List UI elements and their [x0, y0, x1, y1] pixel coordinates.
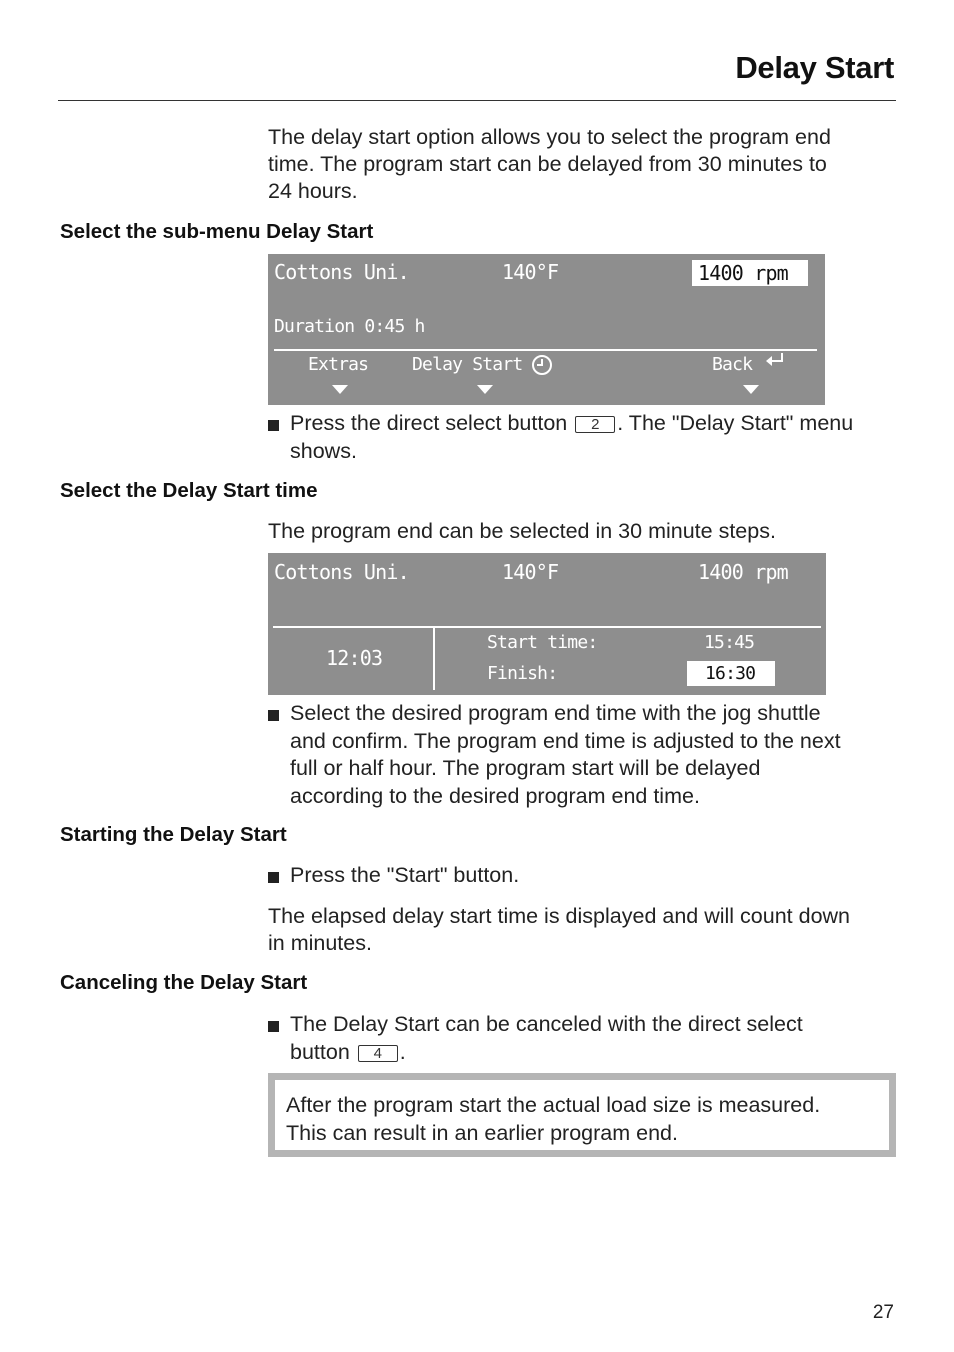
- display-speed: 1400 rpm: [698, 560, 788, 584]
- direct-select-button-2-icon: 2: [575, 416, 615, 433]
- bullet-text: and confirm. The program end time is adjusted to the next: [290, 728, 841, 753]
- bullet-cancel: [268, 1011, 888, 1067]
- display-finish-label: Finish:: [487, 663, 558, 684]
- intro-paragraph: [268, 124, 831, 205]
- bullet-text: .: [399, 1039, 406, 1064]
- return-arrow-icon: [762, 350, 788, 372]
- bullet-text: Select the desired program end time with the jog shuttle: [290, 701, 821, 725]
- display-finish-value-selected: 16:30: [687, 661, 775, 686]
- display-start-value: 15:45: [704, 632, 755, 653]
- intro-line: 24 hours.: [268, 179, 358, 203]
- display-clock: 12:03: [326, 646, 383, 670]
- bullet-text: Press the "Start" button.: [290, 863, 520, 887]
- section-heading-submenu: Select the sub-menu Delay Start: [60, 220, 374, 243]
- intro-line: time. The program start can be delayed from 30 minutes to: [268, 152, 827, 176]
- starting-paragraph: [268, 903, 850, 957]
- note-line: After the program start the actual load size is measured.: [286, 1093, 821, 1117]
- bullet-text: according to the desired program end time.: [290, 783, 700, 808]
- bullet-square-icon: [268, 1021, 279, 1032]
- bullet-text: . The "Delay Start" menu: [617, 411, 854, 435]
- paragraph-line: The elapsed delay start time is displayed and will count down: [268, 904, 851, 928]
- display-duration: Duration 0:45 h: [274, 316, 425, 337]
- bullet-text: full or half hour. The program start will be delayed: [290, 756, 761, 780]
- display-vertical-divider: [433, 628, 435, 690]
- note-line: This can result in an earlier program end.: [286, 1120, 678, 1145]
- display-start-label: Start time:: [487, 632, 598, 653]
- display-program: Cottons Uni.: [274, 260, 409, 284]
- display-program: Cottons Uni.: [274, 560, 409, 584]
- paragraph-line: in minutes.: [268, 931, 372, 955]
- display-speed-selected: 1400 rpm: [692, 260, 808, 286]
- display-divider: [273, 626, 821, 628]
- menu-item-delay-start: Delay Start: [412, 354, 523, 375]
- bullet-text: button: [290, 1039, 350, 1064]
- clock-icon: [531, 354, 553, 376]
- display-temperature: 140°F: [502, 260, 559, 284]
- bullet-text: Press the direct select button: [290, 411, 568, 435]
- bullet-press-start: [268, 862, 888, 890]
- bullet-square-icon: [268, 710, 279, 721]
- display-divider: [274, 349, 817, 351]
- section-heading-time: Select the Delay Start time: [60, 479, 318, 502]
- bullet-square-icon: [268, 872, 279, 883]
- display-delay-time: [268, 553, 826, 695]
- bullet-select-end-time: [268, 700, 888, 812]
- note-box: [268, 1073, 896, 1157]
- bullet-square-icon: [268, 420, 279, 431]
- intro-line: The delay start option allows you to select the program end: [268, 125, 831, 149]
- header-rule: [58, 100, 896, 101]
- bullet-text: shows.: [290, 438, 357, 463]
- bullet-text: The Delay Start can be canceled with the direct select: [290, 1012, 803, 1036]
- menu-back-arrow-icon: [743, 385, 759, 394]
- menu-extras-arrow-icon: [332, 385, 348, 394]
- section-heading-canceling: Canceling the Delay Start: [60, 971, 308, 994]
- page-number: 27: [872, 1302, 894, 1323]
- section-heading-starting: Starting the Delay Start: [60, 823, 287, 846]
- display-temperature: 140°F: [502, 560, 559, 584]
- menu-delay-arrow-icon: [477, 385, 493, 394]
- direct-select-button-4-icon: 4: [358, 1045, 398, 1062]
- display-submenu: [268, 254, 825, 405]
- page-title: Delay Start: [735, 50, 894, 85]
- menu-item-back: Back: [712, 354, 753, 375]
- bullet-press-button-2: [268, 410, 888, 466]
- time-intro: The program end can be selected in 30 minute steps.: [268, 519, 776, 543]
- menu-item-extras: Extras: [308, 354, 369, 375]
